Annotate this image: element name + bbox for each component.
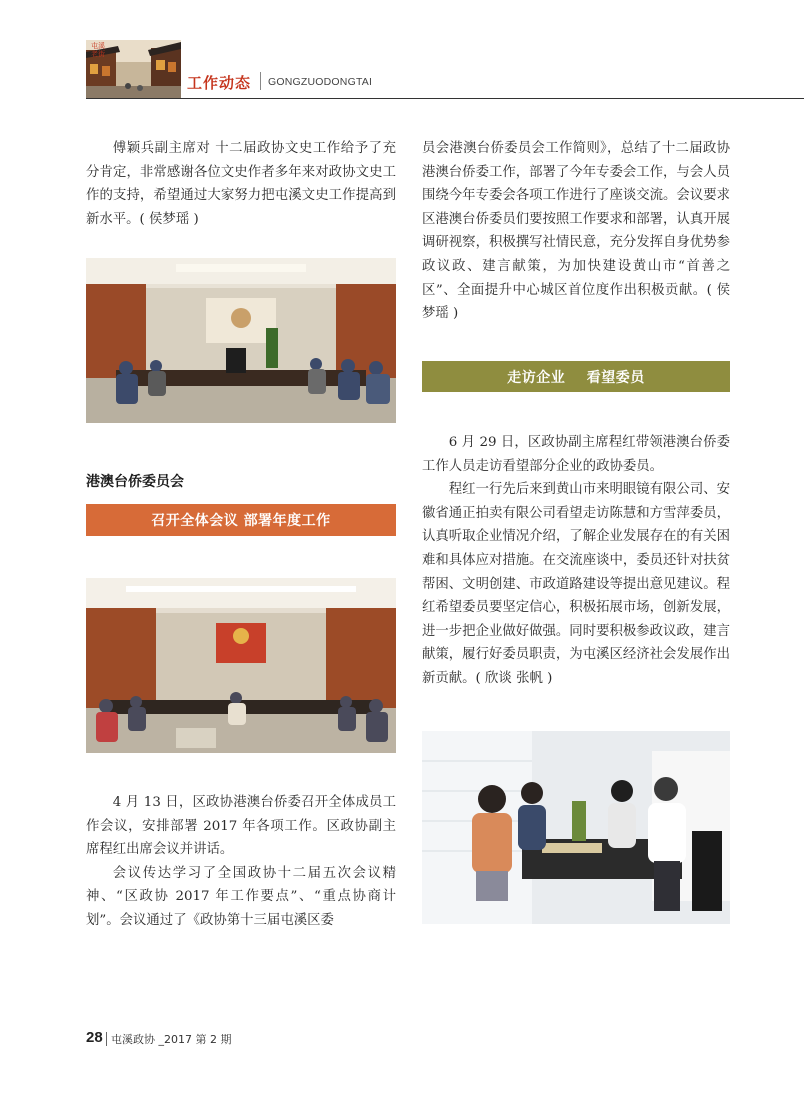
header-logo-text: 屯溪老街 [91,42,105,58]
header-rule [86,98,804,99]
left-top-text [86,137,396,231]
office-visit-photo [422,731,730,924]
section-pinyin: GONGZUODONGTAI [268,76,373,88]
paragraph: 会议传达学习了全国政协十二届五次会议精神、“区政协 2017 年工作要点”、“重点协商计划”。会议通过了《政协第十三届屯溪区委 [86,865,396,928]
section-banner-label: 走访企业 看望委员 [507,369,645,386]
paragraph: 6 月 29 日，区政协副主席程红带领港澳台侨委工作人员走访看望部分企业的政协委员。 [422,435,730,474]
subsection-heading: 港澳台侨委员会 [86,474,184,490]
paragraph: 4 月 13 日，区政协港澳台侨委召开全体成员工作会议，安排部署 2017 年各项工作。区政协副主席程红出席会议并讲话。 [86,795,396,858]
meeting-photo-2 [86,578,396,753]
left-bottom-text [86,791,396,933]
section-banner-label: 召开全体会议 部署年度工作 [151,513,331,529]
right-top-text [422,137,730,326]
right-mid-text [422,431,730,691]
section-banner-olive [422,361,730,392]
paragraph: 傅颖兵副主席对 十二届政协文史工作给予了充分肯定，非常感谢各位文史作者多年来对政协文史工作的支持，希望通过大家努力把屯溪文史工作提高到新水平。( 侯梦瑶 ) [86,141,396,227]
paragraph: 员会港澳台侨委员会工作简则》，总结了十二届政协港澳台侨委工作，部署了今年专委会工作，与会人员围绕今年专委会各项工作进行了座谈交流。会议要求区港澳台侨委员们要按照工作要求和部署，认真开展调研视察，积极撰写社情民意，充分发挥自身优势参政议政、建言献策，为加快建设黄山市“首善之区”、全面提升中心城区首位度作出积极贡献。( 侯梦瑶 ) [422,141,730,322]
paragraph: 程红一行先后来到黄山市来明眼镜有限公司、安徽省通正拍卖有限公司看望走访陈慧和方雪萍委员，认真听取企业情况介绍，了解企业发展存在的有关困难和具体应对措施。在交流座谈中，委员还针对扶贫帮困、文明创建、市政道路建设等提出意见建议。程红希望委员要坚定信心，积极拓展市场，创新发展，进一步把企业做好做强。同时要积极参政议政，建言献策，履行好委员职责，为屯溪区经济社会发展作出新贡献。( 欣谈 张帆 ) [422,482,730,686]
section-banner-orange [86,504,396,536]
publication-info: 屯溪政协 _2017 第 2 期 [111,1033,232,1046]
footer-divider [106,1032,107,1046]
meeting-photo-1 [86,258,396,423]
section-title-divider [260,72,261,90]
page-number: 28 [86,1029,103,1046]
section-title: 工作动态 [187,74,252,92]
